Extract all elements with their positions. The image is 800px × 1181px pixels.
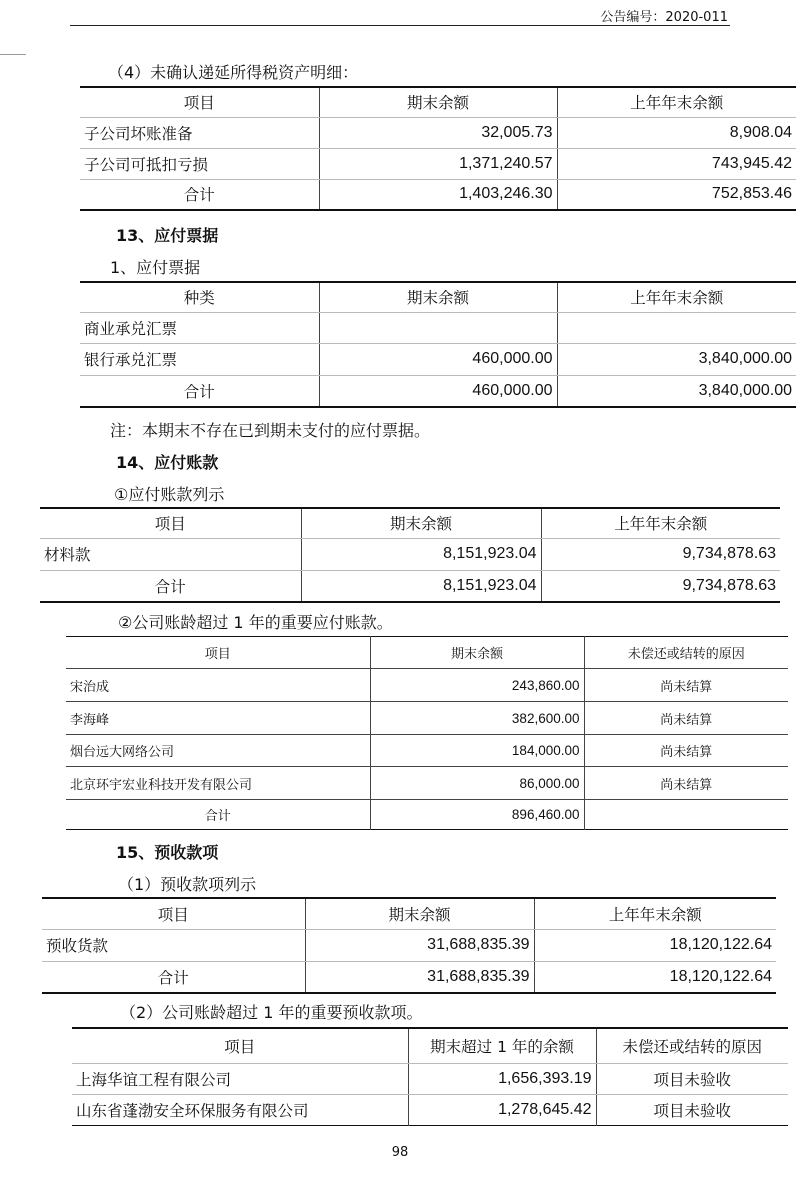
aged-payables-table	[66, 636, 788, 830]
col-header: 未偿还或结转的原因	[584, 637, 788, 669]
cell	[319, 312, 557, 343]
margin-mark	[0, 54, 26, 55]
cell: 尚未结算	[584, 702, 788, 735]
cell: 32,005.73	[319, 117, 557, 148]
cell: 子公司可抵扣亏损	[80, 148, 319, 179]
cell: 86,000.00	[370, 767, 584, 800]
cell: 18,120,122.64	[534, 929, 776, 961]
col-header: 期末余额	[301, 508, 541, 538]
cell: 460,000.00	[319, 375, 557, 407]
col-header: 未偿还或结转的原因	[596, 1028, 788, 1063]
page-number: 98	[391, 1145, 409, 1160]
table-row	[80, 117, 796, 148]
cell: 382,600.00	[370, 702, 584, 735]
deferred-tax-table	[80, 86, 796, 211]
table-header-row	[42, 898, 776, 929]
table-row	[66, 735, 788, 767]
cell: 合计	[204, 809, 231, 824]
cell: 243,860.00	[370, 669, 584, 702]
cell: 1,371,240.57	[319, 148, 557, 179]
table-total-row	[66, 800, 788, 830]
section-14-subtitle: ①应付账款列示	[114, 485, 225, 504]
section-4-title: （4）未确认递延所得税资产明细：	[108, 63, 359, 82]
cell: 合计	[157, 968, 189, 987]
cell	[584, 800, 788, 830]
col-header: 期末余额	[319, 87, 557, 117]
cell: 项目未验收	[596, 1094, 788, 1125]
accounts-payable-table	[40, 507, 780, 603]
header-rule	[70, 25, 730, 26]
cell: 3,840,000.00	[557, 375, 796, 407]
table-row	[72, 1063, 788, 1094]
cell: 材料款	[40, 538, 301, 570]
cell: 商业承兑汇票	[80, 312, 319, 343]
table-header-row	[40, 508, 780, 538]
table-header-row	[80, 87, 796, 117]
cell: 9,734,878.63	[541, 538, 780, 570]
cell: 合计	[154, 577, 186, 596]
col-header: 上年年末余额	[534, 898, 776, 929]
col-header: 种类	[80, 282, 319, 312]
cell: 460,000.00	[319, 343, 557, 375]
col-header: 上年年末余额	[541, 508, 780, 538]
col-header: 期末余额	[305, 898, 534, 929]
table-row	[72, 1094, 788, 1125]
cell: 上海华谊工程有限公司	[72, 1063, 408, 1094]
cell: 尚未结算	[584, 669, 788, 702]
col-header: 上年年末余额	[557, 87, 796, 117]
cell: 项目未验收	[596, 1063, 788, 1094]
col-header: 期末超过 1 年的余额	[408, 1028, 596, 1063]
cell	[557, 312, 796, 343]
cell: 宋治成	[66, 669, 370, 702]
table-header-row	[72, 1028, 788, 1063]
table-header-row	[66, 637, 788, 669]
notes-payable-note: 注：本期末不存在已到期未支付的应付票据。	[110, 421, 431, 440]
cell: 752,853.46	[557, 179, 796, 210]
cell: 896,460.00	[370, 800, 584, 830]
section-13-title: 13、应付票据	[116, 226, 219, 245]
cell: 尚未结算	[584, 735, 788, 767]
table-row	[66, 767, 788, 800]
table-row	[40, 538, 780, 570]
table-row	[66, 669, 788, 702]
cell: 8,151,923.04	[301, 570, 541, 602]
section-13-subtitle: 1、应付票据	[110, 258, 201, 277]
cell: 合计	[183, 382, 215, 401]
table-total-row	[42, 961, 776, 993]
cell: 18,120,122.64	[534, 961, 776, 993]
section-15-subtitle: （1）预收款项列示	[118, 875, 257, 894]
table-row	[80, 148, 796, 179]
cell: 1,403,246.30	[319, 179, 557, 210]
section-14-subtitle-2: ②公司账龄超过 1 年的重要应付账款。	[118, 613, 393, 632]
notes-payable-table	[80, 281, 796, 408]
cell: 743,945.42	[557, 148, 796, 179]
table-row	[42, 929, 776, 961]
section-14-title: 14、应付账款	[116, 453, 219, 472]
col-header: 项目	[66, 637, 370, 669]
section-15-title: 15、预收款项	[116, 843, 219, 862]
table-row	[80, 343, 796, 375]
col-header: 项目	[72, 1028, 408, 1063]
section-15-subtitle-2: （2）公司账龄超过 1 年的重要预收款项。	[120, 1003, 423, 1022]
cell: 3,840,000.00	[557, 343, 796, 375]
col-header: 项目	[80, 87, 319, 117]
cell: 9,734,878.63	[541, 570, 780, 602]
cell: 合计	[183, 186, 215, 205]
cell: 1,656,393.19	[408, 1063, 596, 1094]
cell: 尚未结算	[584, 767, 788, 800]
cell: 184,000.00	[370, 735, 584, 767]
cell: 银行承兑汇票	[80, 343, 319, 375]
cell: 烟台远大网络公司	[66, 735, 370, 767]
col-header: 期末余额	[370, 637, 584, 669]
advance-receipts-table	[42, 897, 776, 994]
cell: 山东省蓬渤安全环保服务有限公司	[76, 1101, 309, 1120]
table-header-row	[80, 282, 796, 312]
col-header: 项目	[40, 508, 301, 538]
col-header: 期末余额	[319, 282, 557, 312]
table-total-row	[80, 179, 796, 210]
cell: 李海峰	[66, 702, 370, 735]
table-row	[80, 312, 796, 343]
table-total-row	[40, 570, 780, 602]
cell: 预收货款	[42, 929, 305, 961]
col-header: 上年年末余额	[557, 282, 796, 312]
cell: 31,688,835.39	[305, 929, 534, 961]
cell: 北京环宇宏业科技开发有限公司	[66, 767, 370, 800]
document-number: 公告编号：2020-011	[600, 10, 728, 25]
cell: 31,688,835.39	[305, 961, 534, 993]
cell: 8,151,923.04	[301, 538, 541, 570]
table-row	[66, 702, 788, 735]
aged-advance-receipts-table	[72, 1027, 788, 1126]
cell: 8,908.04	[557, 117, 796, 148]
cell: 1,278,645.42	[408, 1094, 596, 1125]
col-header: 项目	[42, 898, 305, 929]
table-total-row	[80, 375, 796, 407]
cell: 子公司坏账准备	[80, 117, 319, 148]
